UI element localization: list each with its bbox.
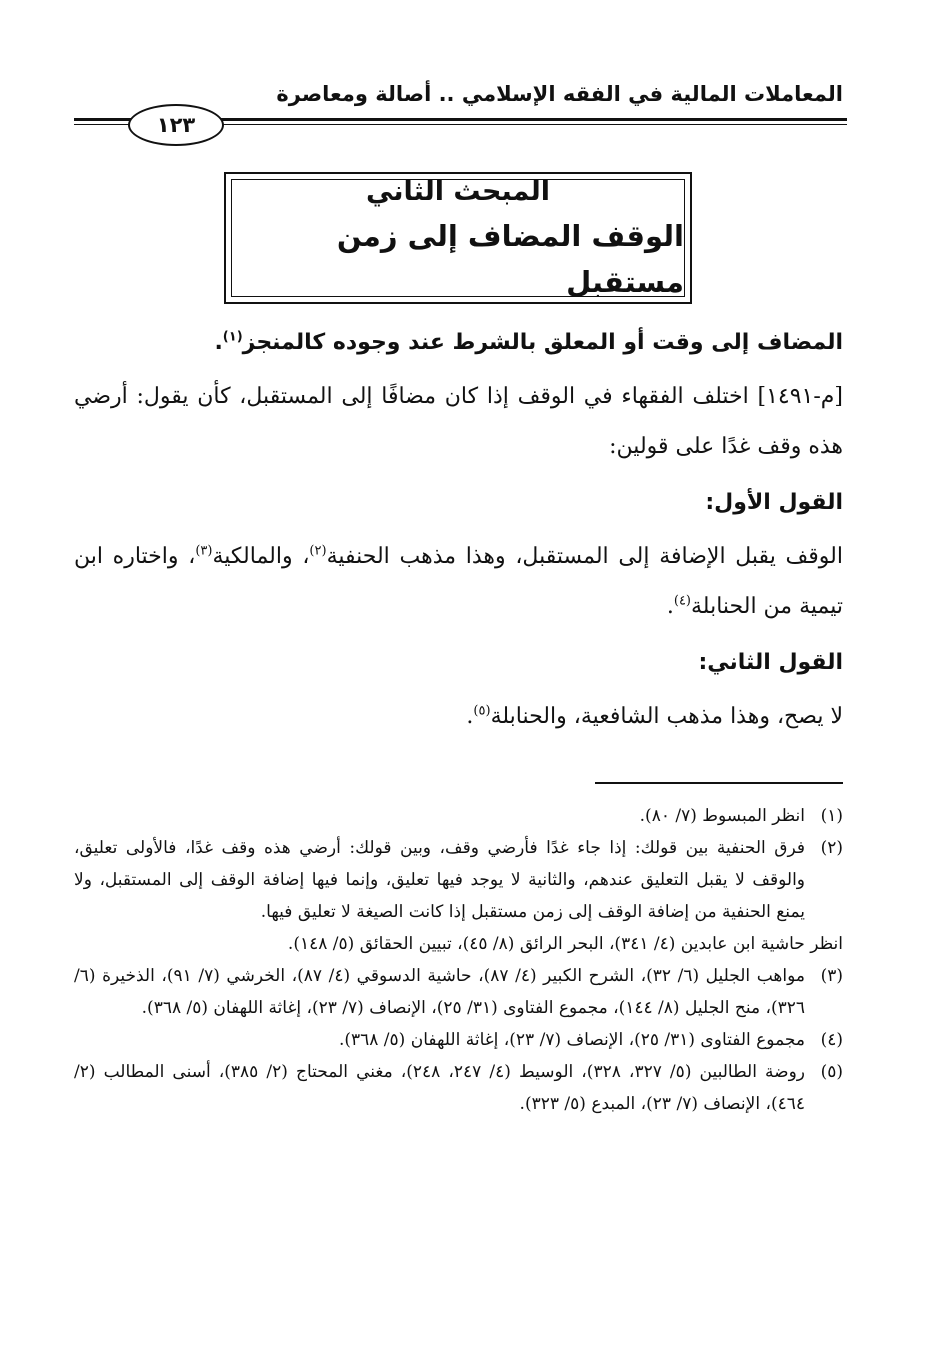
footnote-continuation: انظر حاشية ابن عابدين (٤/ ٣٤١)، البحر الرائق (٨/ ٤٥)، تبيين الحقائق (٥/ ١٤٨). (287, 934, 843, 954)
footnote-ref: (٤) (673, 593, 691, 609)
footnote-item (74, 1024, 843, 1056)
page-number: ١٢٣ (128, 104, 224, 146)
paragraph-1: [م-١٤٩١] اختلف الفقهاء في الوقف إذا كان مضافًا إلى المستقبل، كأن يقول: أرضي هذه وقف غدًا على قولين: (74, 384, 843, 459)
intro-text: المضاف إلى وقت أو المعلق بالشرط عند وجوده كالمنجز (242, 330, 843, 355)
paragraph-2 (74, 532, 843, 632)
footnote-ref: (١) (222, 329, 243, 345)
section-title: المبحث الثاني (366, 176, 550, 207)
intro-end: . (214, 330, 223, 355)
section-title-frame (231, 176, 685, 299)
section-subtitle: الوقف المضاف إلى زمن مستقبل (336, 219, 684, 299)
heading-first-opinion: القول الأول: (705, 490, 843, 515)
footnote-item (74, 960, 843, 1024)
running-header: المعاملات المالية في الفقه الإسلامي .. أصالة ومعاصرة (276, 82, 843, 106)
footnote-number: (١) (820, 806, 843, 826)
para2-end: . (666, 594, 674, 619)
footnote-number: (٢) (820, 838, 843, 858)
paragraph-3 (74, 692, 843, 742)
footnote-item (74, 1056, 843, 1120)
footnotes (74, 800, 843, 1120)
footnote-separator (595, 782, 843, 784)
section-title-box (224, 172, 692, 304)
footnote-ref: (٢) (309, 543, 327, 559)
para2-text-a: الوقف يقبل الإضافة إلى المستقبل، وهذا مذهب الحنفية (326, 544, 843, 569)
footnote-ref: (٣) (195, 543, 213, 559)
footnote-text: مواهب الجليل (٦/ ٣٢)، الشرح الكبير (٤/ ٨٧)، حاشية الدسوقي (٤/ ٨٧)، الخرشي (٧/ ٩١)، الذخيرة (٦/ ٣٢٦)، منح الجليل (٨/ ١٤٤)، مجموع الفتاوى (٣١/ ٢٥)، الإنصاف (٧/ ٢٣)، إغاثة اللهفان (٥/ ٣٦٨). (74, 966, 805, 1018)
footnote-ref: (٥) (473, 703, 491, 719)
footnote-text: فرق الحنفية بين قولك: إذا جاء غدًا فأرضي وقف، وبين قولك: أرضي هذه وقف غدًا، فالأولى تعليق، والوقف لا يقبل التعليق عندهم، والثانية لا يوجد فيها تعليق، وإنما فيها إضافة الوقف إلى المستقبل، ولا يمنع الحنفية من إضافة الوقف إلى زمن مستقبل إذا كانت الصيغة لا تعليق فيها. (74, 838, 805, 922)
footnote-text: انظر المبسوط (٧/ ٨٠). (639, 806, 805, 826)
para3-end: . (466, 704, 474, 729)
body-text (74, 318, 843, 742)
footnote-text: روضة الطالبين (٥/ ٣٢٧، ٣٢٨)، الوسيط (٤/ ٢٤٧، ٢٤٨)، مغني المحتاج (٢/ ٣٨٥)، أسنى المطالب (٢/ ٤٦٤)، الإنصاف (٧/ ٢٣)، المبدع (٥/ ٣٢٣). (74, 1062, 806, 1114)
footnote-number: (٥) (820, 1062, 843, 1082)
heading-second-opinion: القول الثاني: (698, 650, 843, 675)
para2-text-b: ، والمالكية (212, 544, 310, 569)
footnote-number: (٤) (820, 1030, 843, 1050)
footnote-number: (٣) (820, 966, 843, 986)
footnote-item (74, 800, 843, 832)
footnote-item (74, 832, 843, 928)
para2-text-c: ، واختاره ابن تيمية من الحنابلة (74, 544, 843, 619)
intro-paragraph (74, 318, 843, 368)
footnote-text: مجموع الفتاوى (٣١/ ٢٥)، الإنصاف (٧/ ٢٣)، إغاثة اللهفان (٥/ ٣٦٨). (338, 1030, 805, 1050)
para3-text: لا يصح، وهذا مذهب الشافعية، والحنابلة (490, 704, 843, 729)
